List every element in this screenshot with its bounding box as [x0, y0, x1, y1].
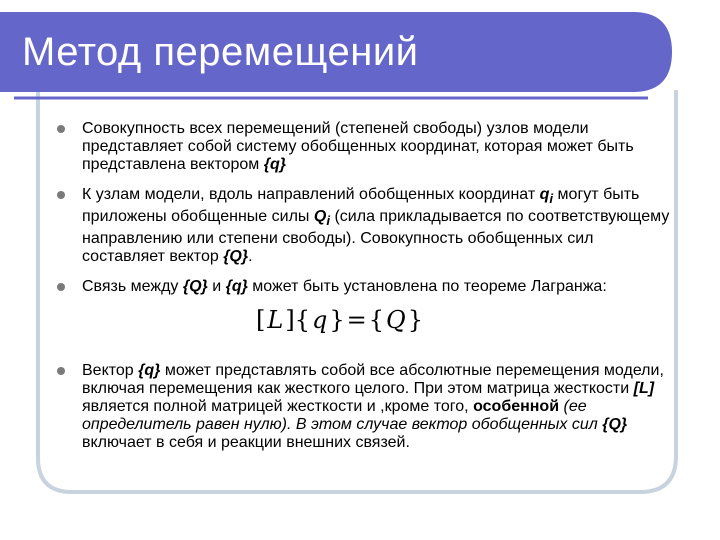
formula-Q: Q [386, 306, 406, 334]
lagrange-formula [256, 302, 423, 338]
bullet-icon [57, 125, 65, 133]
bullet-text: может быть установлена по теореме Лагранжа: [247, 278, 607, 296]
vector-q: {q} [263, 156, 286, 173]
bullet-list [50, 120, 670, 452]
bullet-text: включает в себя и реакции внешних связей. [82, 434, 410, 452]
bullet-text: (сила прикладывается по соответствующему направлению или степени свободы). Совокупность обобщенных сил составляет вектор [82, 208, 670, 266]
emphasis-special: особенной [473, 398, 560, 416]
bullet-text: Совокупность всех перемещений (степеней свободы) узлов модели представляет собой систему обобщенных координат, которая может быть представлена вектором [82, 120, 634, 173]
italic-note: (ее определитель равен нулю). [82, 398, 587, 434]
bullet-item-1 [50, 120, 670, 174]
bullet-item-2 [50, 186, 670, 266]
formula-brace: { [294, 306, 310, 334]
coord-q-index: i [549, 191, 554, 207]
bullet-text: и [207, 278, 226, 296]
force-Q: Q [313, 208, 327, 226]
bullet-item-3 [50, 278, 670, 296]
vector-Q: {Q} [182, 278, 208, 296]
matrix-L: [L] [633, 380, 655, 398]
bullet-text: К узлам модели, вдоль направлений обобщенных координат [82, 186, 540, 203]
vector-q: {q} [138, 362, 161, 380]
bullet-text: является полной матрицей жесткости и ,кроме того, [82, 398, 474, 416]
bullet-item-4 [50, 362, 670, 452]
bullet-text: Связь между [82, 278, 183, 296]
vector-Q: {Q} [223, 248, 249, 266]
coord-q: q [539, 186, 550, 203]
formula-equals: = [346, 306, 367, 334]
formula-bracket: [ [256, 306, 266, 334]
formula-brace: } [329, 306, 345, 334]
formula-L: L [267, 306, 284, 334]
bullet-text: может представлять собой все абсолютные перемещения модели, включая перемещения как жесткого целого. При этом матрица жесткости [82, 362, 664, 398]
force-Q-index: i [326, 213, 331, 229]
bullet-text: могут быть приложены обобщенные силы [82, 186, 640, 226]
italic-note: В этом случае вектор обобщенных сил [295, 416, 603, 434]
formula-q: q [311, 306, 328, 334]
bullet-icon [57, 367, 65, 375]
bullet-icon [57, 283, 65, 291]
vector-Q: {Q} [602, 416, 628, 434]
slide-title: Метод перемещений [22, 30, 419, 74]
bullet-icon [57, 191, 65, 199]
formula-brace: { [368, 306, 385, 334]
vector-q: {q} [225, 278, 248, 296]
bullet-text: Вектор [82, 362, 139, 380]
formula-bracket: ] [285, 306, 295, 334]
formula-brace: } [407, 306, 423, 334]
bullet-text: . [248, 248, 253, 266]
